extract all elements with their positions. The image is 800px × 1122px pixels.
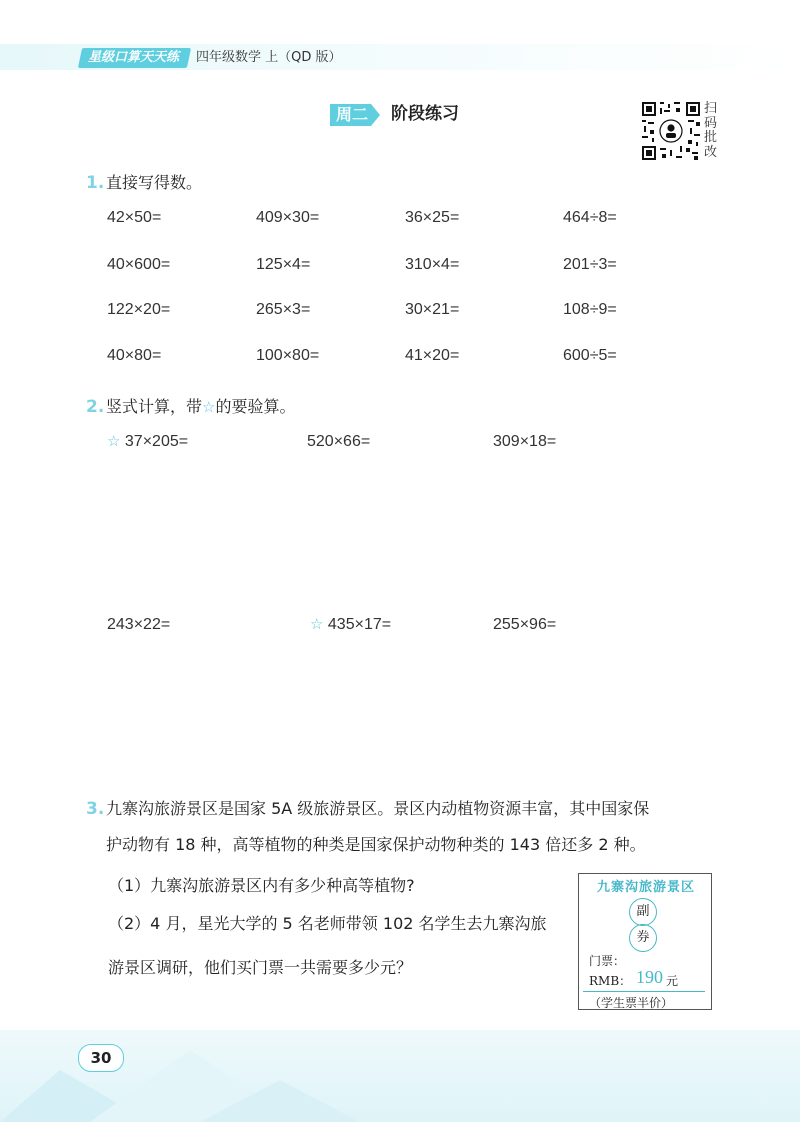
day-label: 周二 xyxy=(336,105,369,124)
q2-expression: 309×18= xyxy=(493,433,557,450)
q1-expression: 40×80= xyxy=(107,347,162,364)
question-2-text xyxy=(106,396,295,418)
q1-expression: 125×4= xyxy=(256,256,311,273)
scan-char: 码 xyxy=(704,115,718,131)
q1-expression: 108÷9= xyxy=(563,301,617,318)
question-1-number: 1. xyxy=(86,173,105,193)
ticket-seal-2: 券 xyxy=(629,924,657,952)
q1-expression: 30×21= xyxy=(405,301,460,318)
ticket-seal-1: 副 xyxy=(629,898,657,926)
scan-char: 扫 xyxy=(704,101,718,116)
q2-expression: 520×66= xyxy=(307,433,371,450)
q1-expression: 40×600= xyxy=(107,256,171,273)
ticket-title: 九寨沟旅游景区 xyxy=(596,880,695,895)
q1-expression: 36×25= xyxy=(405,209,460,226)
q2-expression: 255×96= xyxy=(493,616,557,633)
question-3-sub-1: （1）九寨沟旅游景区内有多少种高等植物? xyxy=(108,876,415,895)
question-3-sub-2b: 游景区调研，他们买门票一共需要多少元？ xyxy=(108,958,413,977)
q1-expression: 201÷3= xyxy=(563,256,617,273)
page-number: 30 xyxy=(78,1044,124,1072)
q2-text-before: 竖式计算，带 xyxy=(106,397,203,416)
q1-expression: 464÷8= xyxy=(563,209,617,226)
star-icon: ☆ xyxy=(202,398,216,416)
scan-char: 批 xyxy=(704,130,718,145)
q2-text-after: 的要验算。 xyxy=(215,397,296,416)
ticket-unit: 元 xyxy=(666,974,679,988)
q1-expression: 42×50= xyxy=(107,209,162,226)
star-icon: ☆ xyxy=(310,616,324,633)
qr-code-icon[interactable] xyxy=(642,102,700,160)
question-1-text: 直接写得数。 xyxy=(106,173,203,192)
page-title: 阶段练习 xyxy=(391,104,459,124)
question-3-number: 3. xyxy=(86,799,105,819)
q2-expression: 243×22= xyxy=(107,616,171,633)
question-3-line-1: 九寨沟旅游景区是国家 5A 级旅游景区。景区内动植物资源丰富，其中国家保 xyxy=(106,799,650,818)
scan-char: 改 xyxy=(704,144,718,160)
q2-expression: 37×205= xyxy=(124,433,189,450)
q2-item xyxy=(310,615,391,635)
question-3-line-2: 护动物有 18 种，高等植物的种类是国家保护动物种类的 143 倍还多 2 种。 xyxy=(106,835,646,854)
q1-expression: 600÷5= xyxy=(563,347,617,364)
q1-expression: 409×30= xyxy=(256,209,320,226)
q2-expression: 435×17= xyxy=(327,616,392,633)
q1-expression: 41×20= xyxy=(405,347,460,364)
star-icon: ☆ xyxy=(107,433,121,450)
q1-expression: 265×3= xyxy=(256,301,311,318)
question-3-sub-2a: （2）4 月，星光大学的 5 名老师带领 102 名学生去九寨沟旅 xyxy=(108,914,547,933)
series-label: 星级口算天天练 xyxy=(88,50,180,65)
ticket-currency: RMB： xyxy=(589,974,632,988)
book-subtitle: 四年级数学 上（QD 版） xyxy=(196,50,342,65)
q1-expression: 122×20= xyxy=(107,301,171,318)
ticket-price: 190 xyxy=(636,967,663,987)
q1-expression: 100×80= xyxy=(256,347,320,364)
q1-expression: 310×4= xyxy=(405,256,460,273)
q2-item xyxy=(107,432,188,452)
ticket-divider xyxy=(583,991,705,992)
question-2-number: 2. xyxy=(86,397,105,417)
footer-decoration xyxy=(0,1030,800,1122)
scan-to-grade-label xyxy=(704,102,718,160)
series-tab xyxy=(78,48,191,68)
ticket-note: （学生票半价） xyxy=(589,996,674,1010)
ticket-label: 门票： xyxy=(589,954,626,968)
